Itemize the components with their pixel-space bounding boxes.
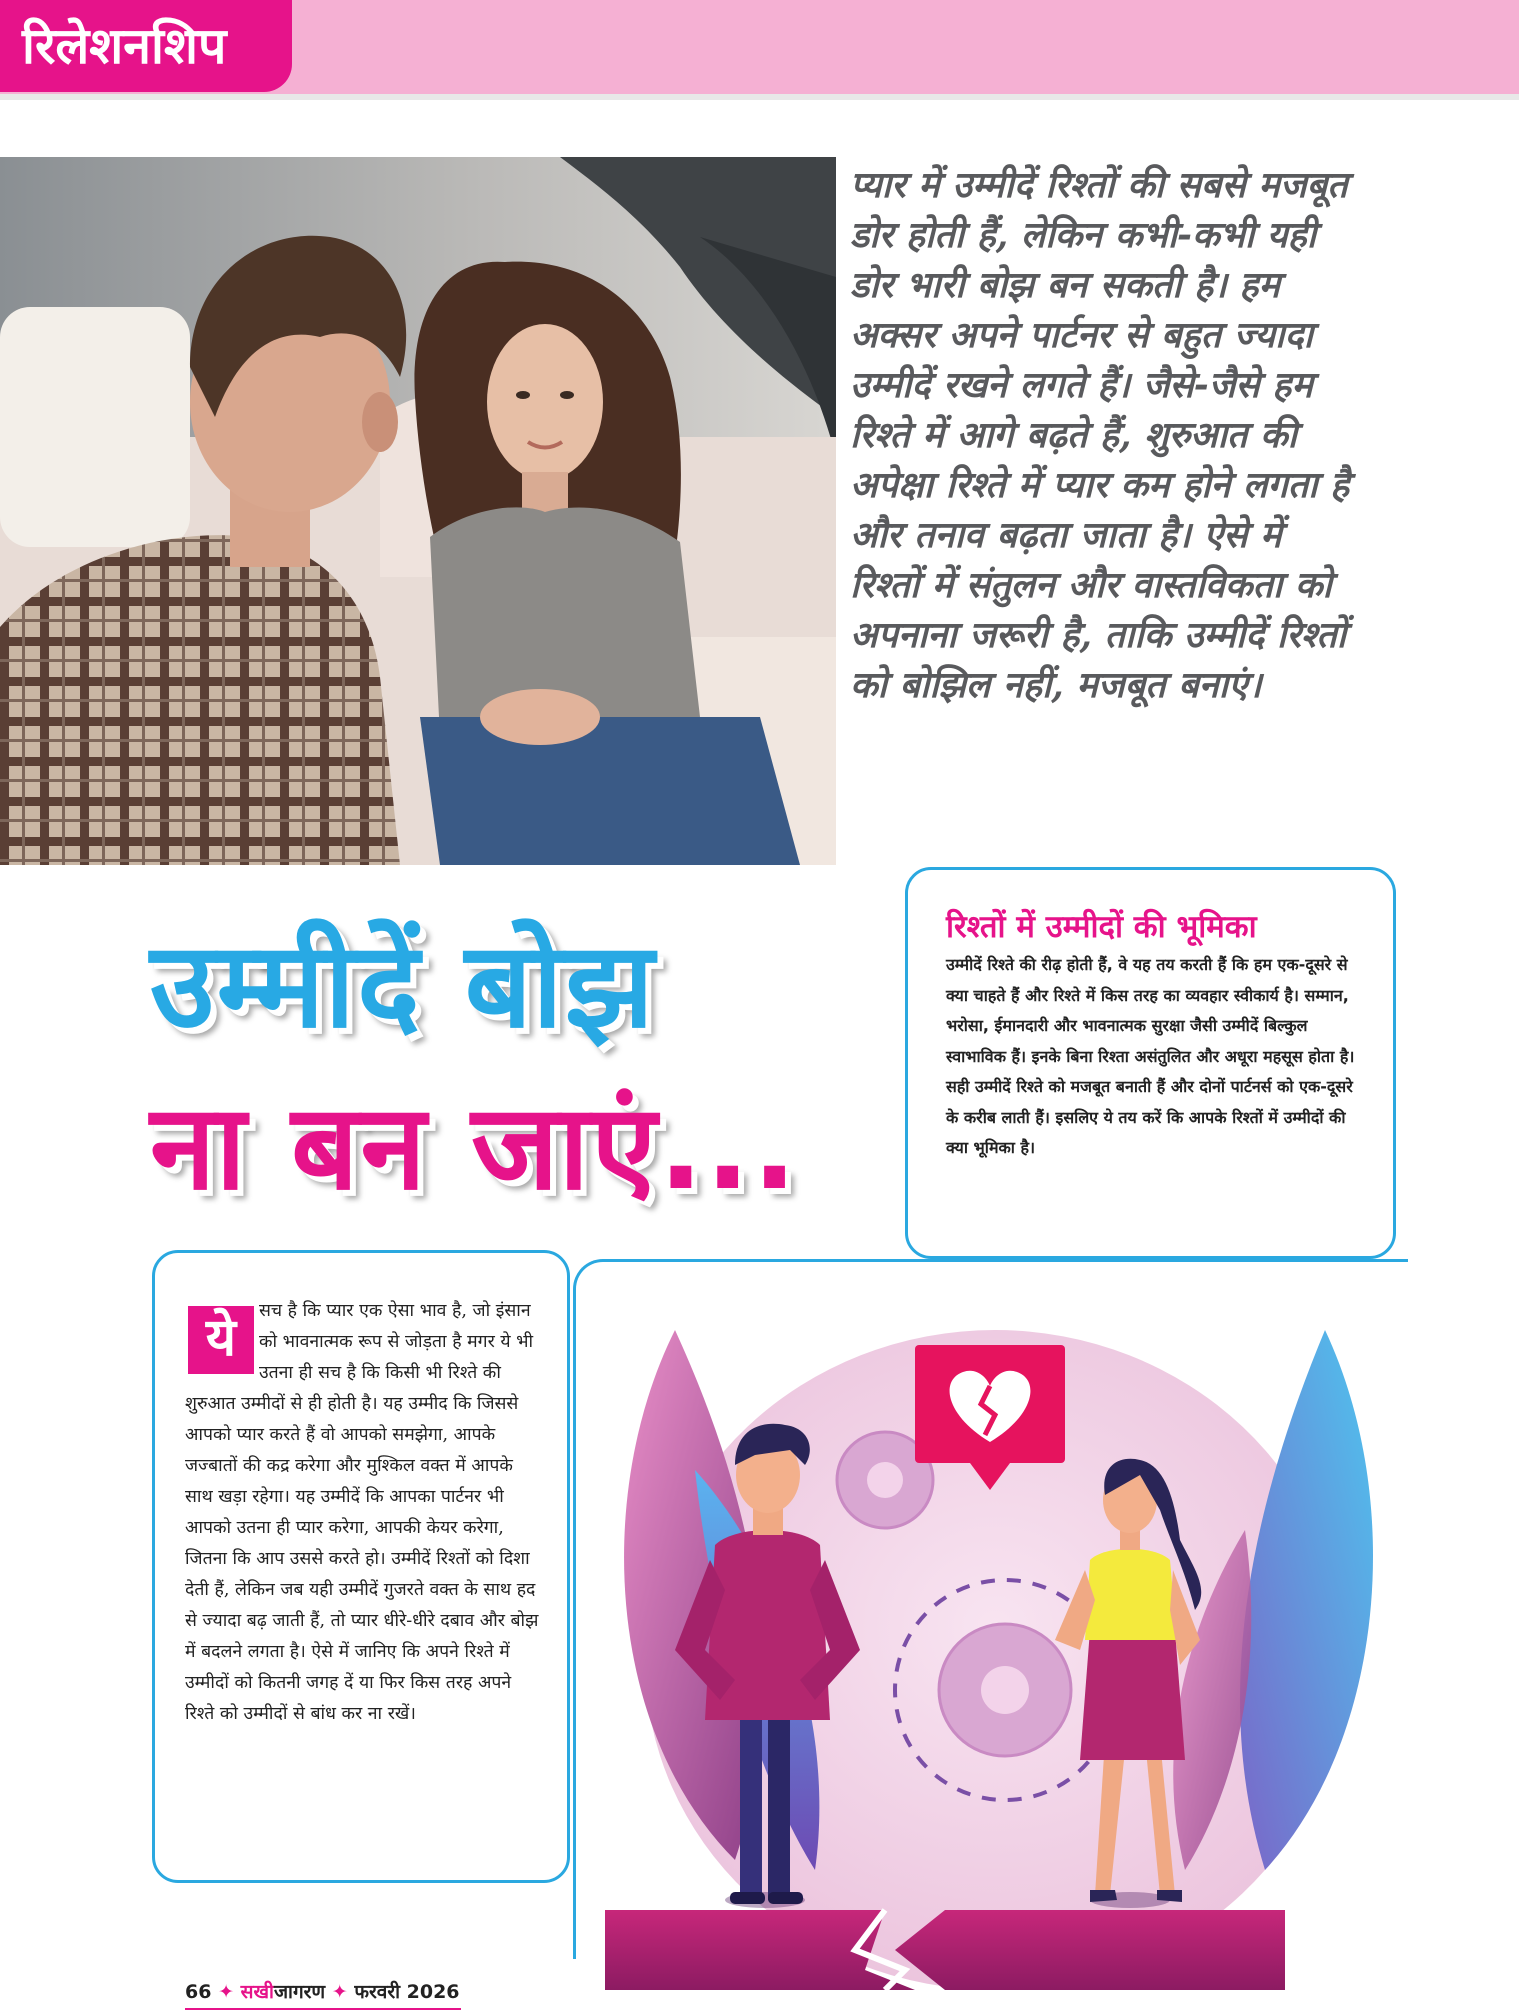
headline-line-2: ना बन जाएं... [150,1078,799,1216]
footer-underline [185,2008,461,2010]
dropcap: ये [188,1306,254,1374]
magazine-name-part2: जागरण [273,1981,326,2003]
magazine-name-part1: सखी [240,1981,274,2003]
headline-line-1: उम्मीदें बोझ [150,916,656,1054]
section-label: रिलेशनशिप [0,0,292,92]
role-sidebar-body: उम्मीदें रिश्ते की रीढ़ होती हैं, वे यह तय करती हैं कि हम एक-दूसरे से क्या चाहते हैं और रिश्ते में किस तरह का व्यवहार स्वीकार्य है। सम्मान, भरोसा, ईमानदारी और भावनात्मक सुरक्षा जैसी उम्मीदें बिल्कुल स्वाभाविक हैं। इनके बिना रिश्ता असंतुलित और अधूरा महसूस होता है। सही उम्मीदें रिश्ते को मजबूत बनाती हैं और दोनों पार्टनर्स को एक-दूसरे के करीब लाती हैं। इसलिए ये तय करें कि आपके रिश्तों में उम्मीदों की क्या भूमिका है। [946,955,1355,1157]
star-icon: ✦ [218,1981,234,2003]
page-footer [185,1978,460,2004]
intro-paragraph: प्यार में उम्मीदें रिश्तों की सबसे मजबूत डोर होती हैं, लेकिन कभी-कभी यही डोर भारी बोझ बन सकती है। हम अक्सर अपने पार्टनर से बहुत ज्यादा उम्मीदें रखने लगते हैं। जैसे-जैसे हम रिश्ते में आगे बढ़ते हैं, शुरुआत की अपेक्षा रिश्ते में प्यार कम होने लगता है और तनाव बढ़ता जाता है। ऐसे में रिश्तों में संतुलन और वास्तविकता को अपनाना जरूरी है, ताकि उम्मीदें रिश्तों को बोझिल नहीं, मजबूत बनाएं। [850,164,1350,706]
couple-photo [0,157,836,865]
page-number: 66 [185,1981,212,2003]
header-divider [0,94,1519,100]
body-text-content: सच है कि प्यार एक ऐसा भाव है, जो इंसान को भावनात्मक रूप से जोड़ता है मगर ये भी उतना ही सच है कि किसी भी रिश्ते की शुरुआत उम्मीदों से ही होती है। यह उम्मीद कि जिससे आपको प्यार करते हैं वो आपको समझेगा, आपके जज्बातों की कद्र करेगा और मुश्किल वक्त में आपके साथ खड़ा रहेगा। यह उम्मीदें कि आपका पार्टनर भी आपको उतना ही प्यार करेगा, आपकी केयर करेगा, जितना कि आप उससे करते हो। उम्मीदें रिश्तों को दिशा देती हैं, लेकिन जब यही उम्मीदें गुजरते वक्त के साथ हद से ज्यादा बढ़ जाती हैं, तो प्यार धीरे-धीरे दबाव और बोझ में बदलने लगता है। ऐसे में जानिए कि अपने रिश्ते में उम्मीदों को कितनी जगह दें या फिर किस तरह अपने रिश्ते को उम्मीदों से बांध कर ना रखें। [185,1301,539,1724]
role-sidebar-title: रिश्तों में उम्मीदों की भूमिका [946,909,1257,945]
star-icon: ✦ [331,1981,348,2003]
broken-heart-illustration [585,1270,1405,1990]
issue-date: फरवरी 2026 [354,1981,460,2003]
